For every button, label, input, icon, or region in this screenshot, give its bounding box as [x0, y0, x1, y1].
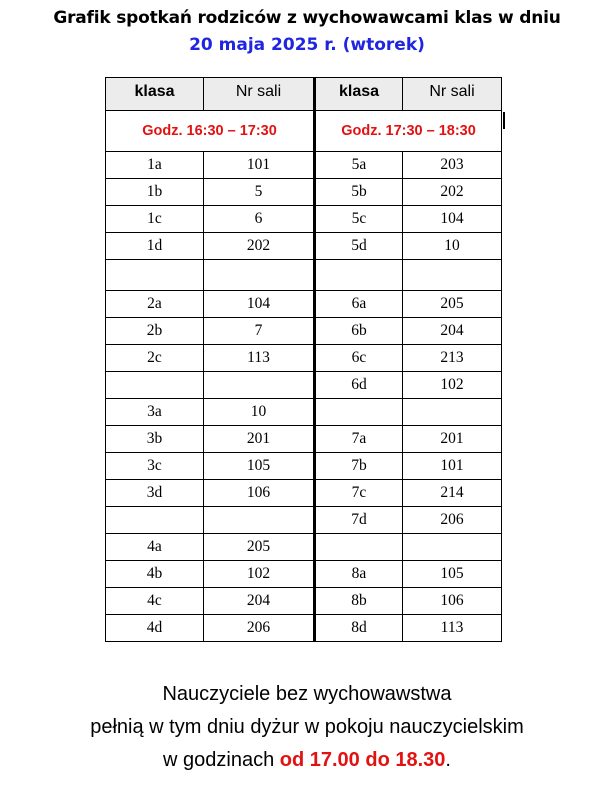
class-cell [106, 260, 204, 291]
class-cell: 1a [106, 152, 204, 179]
room-cell: 201 [403, 426, 502, 453]
table-row [106, 507, 502, 534]
class-cell: 6b [315, 318, 403, 345]
header-klasa-1: klasa [106, 78, 204, 111]
table-row [106, 233, 502, 260]
room-cell: 102 [204, 561, 315, 588]
class-cell [106, 372, 204, 399]
room-cell: 201 [204, 426, 315, 453]
table-row [106, 260, 502, 291]
title-line-1: Grafik spotkań rodziców z wychowawcami klas w dniu [53, 8, 561, 28]
room-cell: 10 [403, 233, 502, 260]
class-cell: 5b [315, 179, 403, 206]
room-cell: 104 [204, 291, 315, 318]
note-line-3-suffix: . [445, 749, 451, 771]
table-row [106, 588, 502, 615]
class-cell [315, 260, 403, 291]
room-cell: 205 [204, 534, 315, 561]
class-cell: 2a [106, 291, 204, 318]
class-cell: 4a [106, 534, 204, 561]
room-cell: 6 [204, 206, 315, 233]
table-row [106, 615, 502, 642]
room-cell: 101 [204, 152, 315, 179]
room-cell: 10 [204, 399, 315, 426]
table-row [106, 318, 502, 345]
room-cell: 105 [403, 561, 502, 588]
class-cell [106, 507, 204, 534]
table-row [106, 179, 502, 206]
room-cell: 102 [403, 372, 502, 399]
room-cell: 204 [204, 588, 315, 615]
header-room-1: Nr sali [204, 78, 315, 111]
class-cell: 2b [106, 318, 204, 345]
header-room-2: Nr sali [403, 78, 502, 111]
class-cell [315, 399, 403, 426]
table-row [106, 152, 502, 179]
room-cell: 202 [204, 233, 315, 260]
room-cell [204, 507, 315, 534]
table-row [106, 561, 502, 588]
class-cell: 8a [315, 561, 403, 588]
class-cell: 3d [106, 480, 204, 507]
table-row [106, 291, 502, 318]
class-cell: 8d [315, 615, 403, 642]
time-slot-2: Godz. 17:30 – 18:30 [315, 111, 502, 152]
class-cell: 7c [315, 480, 403, 507]
room-cell: 101 [403, 453, 502, 480]
room-cell: 214 [403, 480, 502, 507]
class-cell: 8b [315, 588, 403, 615]
class-cell: 3b [106, 426, 204, 453]
room-cell [204, 260, 315, 291]
room-cell: 104 [403, 206, 502, 233]
class-cell: 5a [315, 152, 403, 179]
room-cell: 205 [403, 291, 502, 318]
room-cell: 213 [403, 345, 502, 372]
room-cell: 113 [204, 345, 315, 372]
class-cell: 6c [315, 345, 403, 372]
note-line-3-prefix: w godzinach [163, 749, 280, 771]
table-row [106, 399, 502, 426]
class-cell: 4b [106, 561, 204, 588]
class-cell: 4c [106, 588, 204, 615]
header-row [106, 78, 502, 111]
class-cell: 1c [106, 206, 204, 233]
note-line-2: pełnią w tym dniu dyżur w pokoju nauczycielskim [90, 716, 524, 738]
room-cell: 105 [204, 453, 315, 480]
class-cell: 1d [106, 233, 204, 260]
table-row [106, 372, 502, 399]
room-cell: 206 [403, 507, 502, 534]
table-row [106, 480, 502, 507]
room-cell [403, 534, 502, 561]
class-cell: 1b [106, 179, 204, 206]
class-cell: 7d [315, 507, 403, 534]
room-cell [204, 372, 315, 399]
title-line-2: 20 maja 2025 r. (wtorek) [189, 35, 425, 55]
room-cell: 7 [204, 318, 315, 345]
table-row [106, 534, 502, 561]
time-slot-1: Godz. 16:30 – 17:30 [106, 111, 315, 152]
class-cell: 5d [315, 233, 403, 260]
room-cell [403, 399, 502, 426]
class-cell [315, 534, 403, 561]
note-line-3 [0, 749, 614, 772]
room-cell: 106 [403, 588, 502, 615]
class-cell: 2c [106, 345, 204, 372]
room-cell: 203 [403, 152, 502, 179]
class-cell: 5c [315, 206, 403, 233]
class-cell: 3c [106, 453, 204, 480]
schedule-table [105, 77, 502, 642]
class-cell: 4d [106, 615, 204, 642]
table-row [106, 206, 502, 233]
room-cell: 5 [204, 179, 315, 206]
duty-hours-highlight: od 17.00 do 18.30 [279, 749, 446, 771]
note-line-1: Nauczyciele bez wychowawstwa [162, 683, 452, 705]
room-cell [403, 260, 502, 291]
room-cell: 204 [403, 318, 502, 345]
table-row [106, 345, 502, 372]
table-row [106, 453, 502, 480]
room-cell: 113 [403, 615, 502, 642]
class-cell: 3a [106, 399, 204, 426]
text-cursor [503, 112, 505, 129]
class-cell: 7a [315, 426, 403, 453]
class-cell: 7b [315, 453, 403, 480]
class-cell: 6a [315, 291, 403, 318]
room-cell: 206 [204, 615, 315, 642]
table-row [106, 426, 502, 453]
room-cell: 202 [403, 179, 502, 206]
header-klasa-2: klasa [315, 78, 403, 111]
time-row [106, 111, 502, 152]
class-cell: 6d [315, 372, 403, 399]
room-cell: 106 [204, 480, 315, 507]
